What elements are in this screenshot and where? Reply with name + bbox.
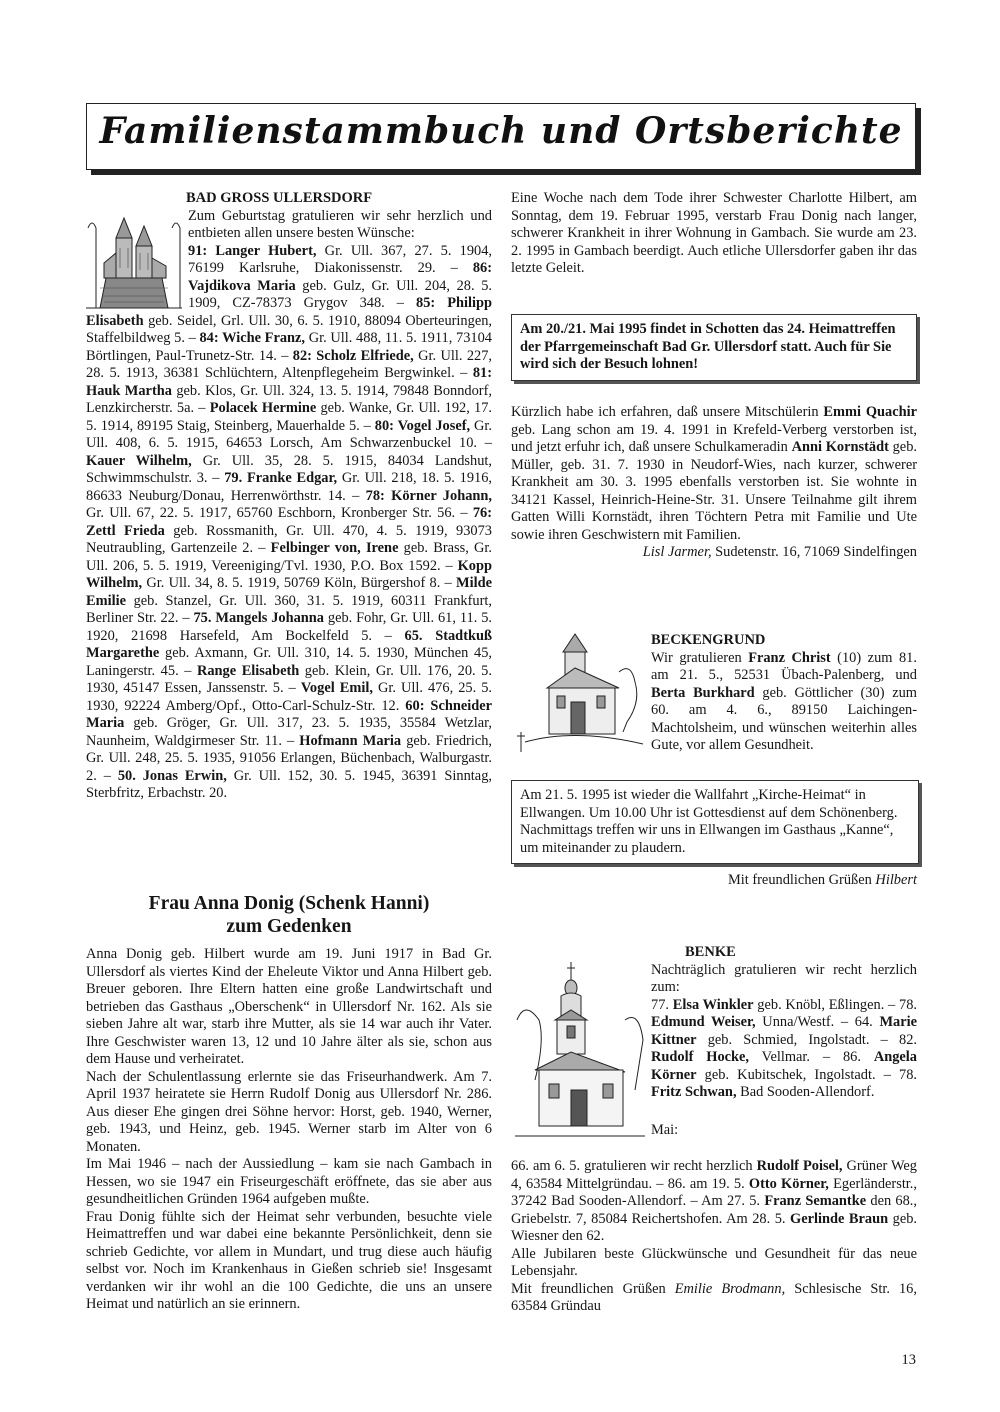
bgu-entry-details: Gr. Ull. 408, 6. 5. 1915, 64653 Lorsch, Am Schwarzenbuckel 10. –	[86, 417, 493, 451]
benke-entry-name: Angela Körner	[651, 1049, 918, 1083]
bgu-entry-name: Kopp Wilhelm,	[86, 557, 492, 591]
bgu-entry-name: 82: Scholz Elfriede,	[292, 347, 414, 364]
bgu-entry-name: 81: Hauk Martha	[86, 365, 492, 399]
bgu-entry-details: Gr. Ull. 218, 18. 5. 1916, 86633 Neuburg/Donau, Herrenwörthstr. 14. –	[86, 470, 493, 504]
right-intro	[511, 190, 917, 278]
bgu-entry-name: Range Elisabeth	[196, 662, 300, 679]
benke-mai-entry-name: Franz Semantke	[764, 1193, 867, 1209]
benke-closing: Alle Jubilaren beste Glückwünsche und Gesundheit für das neue Lebensjahr.	[511, 1245, 917, 1279]
benke-mai-section	[511, 1158, 917, 1316]
beckengrund-text: Wir gratulieren Franz Christ (10) zum 81. am 21. 5., 52531 Übach-Palenberg, und Berta Burkhard geb. Göttlicher (30) zum 60. am 4. 6., 89150 Laichingen-Machtolsheim, und wünschen weiterhin alles Gute, vor allem Gesundheit.	[651, 649, 917, 753]
benke-mai-entry-details: Egerländerstr., 37242 Bad Sooden-Allendorf. – Am 27. 5.	[511, 1175, 918, 1209]
chapel-illustration	[515, 632, 647, 760]
donig-burial-text: Eine Woche nach dem Tode ihrer Schwester Charlotte Hilbert, am Sonntag, dem 19. Februar 1995, verstarb Frau Donig nach langer, schwerer Krankheit in ihrer Wohnung in Gambach. Sie wurde am 23. 2. 1995 in Gambach beerdigt. Auch etliche Ullersdorfer gaben ihr das letzte Geleit.	[511, 190, 917, 276]
bgu-entry-details: geb. Rossmanith, Gr. Ull. 470, 4. 5. 1919, 93073 Neutraubling, Gartenzeile 2. –	[86, 522, 492, 556]
benke-entry-name: Rudolf Hocke,	[651, 1049, 750, 1065]
benke-mai-list	[511, 1158, 917, 1246]
benke-heading: BENKE	[685, 944, 736, 960]
bgu-entry-details: Gr. Ull. 488, 11. 5. 1911, 73104 Börtlingen, Paul-Trunetz-Str. 14. –	[86, 330, 492, 364]
bgu-entry-name: Vogel Emil,	[300, 680, 373, 696]
benke-entry-details: geb. Knöbl, Eßlingen. –	[753, 996, 900, 1013]
bgu-entry-details: Gr. Ull. 367, 27. 5. 1904, 76199 Karlsruhe, Diakonissenstr. 29. –	[188, 242, 493, 276]
heimattreffen-box	[511, 314, 917, 381]
benke-entry-text: 78.	[899, 996, 918, 1013]
bgu-entries	[86, 243, 492, 802]
bgu-entry-name: 75. Mangels Johanna	[193, 610, 324, 626]
bgu-entry-name: 65. Stadtkuß Margarethe	[86, 627, 492, 661]
bgu-entry-name: 80: Vogel Josef,	[374, 417, 471, 434]
donig-paragraph: Nach der Schulentlassung erlernte sie das Friseurhandwerk. Am 7. April 1937 heiratete sie Herrn Rudolf Donig aus Ullersdorf Nr. 286. Aus dieser Ehe gingen drei Söhne hervor: Horst, geb. 1940, Werner, geb. 1943, und Heinz, geb. 1945. Werner starb im Alter von 6 Monaten.	[86, 1068, 492, 1155]
benke-mai-entry-details: geb. Wiesner den 62.	[511, 1210, 918, 1244]
benke-list	[651, 997, 917, 1102]
benke-entry-text: 77.	[651, 996, 673, 1013]
bgu-entry-details: geb. Gulz, Gr. Ull. 204, 28. 5. 1909, CZ-78373 Grygov 348. –	[188, 277, 492, 311]
benke-entry-details: geb. Schmied, Ingolstadt. – 82.	[696, 1031, 917, 1048]
bgu-entry-details: Gr. Ull. 35, 28. 5. 1915, 84034 Landshut, Schwimmschulstr. 3. –	[86, 452, 492, 486]
signature-brodmann: Mit freundlichen Grüßen Emilie Brodmann, Schlesische Str. 16, 63584 Gründau	[511, 1280, 917, 1314]
benke-mai-entry-details: den 68., Griebelstr. 7, 85084 Reichertshofen. Am 28. 5.	[511, 1193, 918, 1227]
donig-paragraph: Im Mai 1946 – nach der Aussiedlung – kam sie nach Gambach in Hessen, wo sie 1947 ein Friseurgeschäft eröffnete, das sie aber aus gesundheitlichen Gründen 1964 aufgeben mußte.	[86, 1156, 492, 1207]
benke-entry-name: Elsa Winkler	[672, 996, 754, 1013]
bgu-entry-details: Gr. Ull. 476, 25. 5. 1930, 92224 Amberg/Opf., Otto-Carl-Schulz-Str. 12.	[86, 680, 493, 714]
bgu-entry-details: geb. Wanke, Gr. Ull. 192, 17. 5. 1914, 89195 Staig, Steinberg, Mauerhalde 5. –	[86, 400, 493, 434]
benke-entry-details: Bad Sooden-Allendorf.	[736, 1084, 875, 1100]
benke-section	[651, 944, 917, 1139]
bgu-entry-name: 91: Langer Hubert,	[188, 242, 317, 259]
name-anni-kornstaedt: Anni Kornstädt	[791, 439, 889, 455]
donig-heading: Frau Anna Donig (Schenk Hanni) zum Gedenken	[148, 893, 430, 937]
bgu-entry-name: 79. Franke Edgar,	[224, 470, 338, 486]
bgu-entry-details: geb. Axmann, Gr. Ull. 310, 14. 5. 1930, München 45, Laningerstr. 45. –	[86, 645, 492, 679]
bgu-entry-name: Milde Emilie	[86, 575, 492, 609]
bgu-entry-name: 60: Schneider Maria	[86, 697, 492, 731]
chapel-tower-illustration	[515, 960, 647, 1146]
bgu-entry-details: geb. Fohr, Gr. Ull. 61, 11. 5. 1920, 21698 Harsefeld, Am Bockelfeld 5. –	[86, 610, 492, 644]
bgu-entry-details: geb. Seidel, Grl. Ull. 30, 6. 5. 1910, 88094 Oberteuringen, Staffelbildweg 5. –	[86, 312, 492, 346]
bgu-entry-name: Hofmann Maria	[299, 732, 402, 749]
benke-mai-entry-text: 66. am 6. 5. gratulieren wir recht herzlich	[511, 1158, 757, 1174]
donig-paragraph: Frau Donig fühlte sich der Heimat sehr verbunden, besuchte viele Heimattreffen und war dabei eine bekannte Persönlichkeit, denn sie schrieb Gedichte, vor allem in Mundart, und trug diese auch häufig selbst vor. Noch im Krankenhaus in Gießen schrieb sie! Insgesamt verdanken wir ihr wohl an die 100 Gedichte, die uns an unsere Heimat und natürlich an sie erinnern.	[86, 1208, 492, 1312]
heimattreffen-text: Am 20./21. Mai 1995 findet in Schotten das 24. Heimattreffen der Pfarrgemeinschaft Bad Gr. Ullersdorf statt. Auch für Sie wird sich der Besuch lohnen!	[520, 321, 896, 372]
bgu-entry-details: geb. Gröger, Gr. Ull. 317, 23. 5. 1935, 35584 Wetzlar, Naunheim, Waldgirmeser Str. 11. –	[86, 715, 492, 749]
bgu-heading: BAD GROSS ULLERSDORF	[186, 190, 373, 206]
bgu-entry-name: 78: Körner Johann,	[365, 487, 492, 504]
bgu-entry-details: geb. Klos, Gr. Ull. 324, 13. 5. 1914, 79848 Bonndorf, Lenzkircherstr. 5a. –	[86, 382, 492, 416]
bgu-entry-details: Gr. Ull. 152, 30. 5. 1945, 36391 Sinntag, Sterbfritz, Erbachstr. 20.	[86, 767, 492, 801]
benke-mai-entry-name: Rudolf Poisel,	[756, 1158, 843, 1174]
bgu-intro: Zum Geburtstag gratulieren wir sehr herzlich und entbieten allen unsere besten Wünsche:	[188, 207, 492, 241]
benke-mai-entry-name: Gerlinde Braun	[790, 1210, 889, 1227]
benke-entry-details: geb. Kubitschek, Ingolstadt. – 78.	[696, 1066, 917, 1083]
bgu-entry-name: 84: Wiche Franz,	[199, 330, 306, 346]
bgu-entry-details: geb. Stanzel, Gr. Ull. 360, 31. 5. 1919, 60311 Frankfurt, Berliner Str. 22. –	[86, 592, 492, 626]
wallfahrt-text: Am 21. 5. 1995 ist wieder die Wallfahrt „Kirche-Heimat“ in Ellwangen. Um 10.00 Uhr ist Gottesdienst auf dem Schönenberg. Nachmittags treffen wir uns in Ellwangen im Gasthaus „Kanne“, um miteinander zu plaudern.	[520, 787, 898, 856]
benke-mai-entry-name: Otto Körner,	[748, 1175, 829, 1192]
page-title: Familienstammbuch und Ortsberichte	[99, 110, 903, 152]
bgu-entry-name: 76: Zettl Frieda	[86, 505, 492, 539]
benke-mai-label: Mai:	[651, 1121, 679, 1138]
bgu-entry-details: geb. Klein, Gr. Ull. 176, 20. 5. 1930, 45147 Essen, Janssenstr. 5. –	[86, 662, 492, 696]
donig-body	[86, 946, 492, 1314]
beckengrund-heading: BECKENGRUND	[651, 632, 766, 648]
benke-entry-name: Edmund Weiser,	[651, 1014, 756, 1030]
benke-entry-details: Unna/Westf. – 64.	[755, 1014, 880, 1030]
donig-paragraph: Anna Donig geb. Hilbert wurde am 19. Juni 1917 in Bad Gr. Ullersdorf als viertes Kind der Eheleute Viktor und Anna Hilbert geb. Breuer geboren. Ihre Eltern hatten eine große Landwirtschaft und betrieben das Gasthaus „Oberschenk“ in Ullersdorf Nr. 162. Als sie sieben Jahre alt war, starb ihre Mutter, als sie 14 war auch ihr Vater. Ihre Geschwister waren 13, 12 und 10 Jahre älter als sie, schon aus dem Hause und verheiratet.	[86, 946, 492, 1067]
benke-entry-name: Fritz Schwan,	[651, 1084, 737, 1100]
bgu-entry-details: Gr. Ull. 67, 22. 5. 1917, 65760 Eschborn, Kronberger Str. 56. –	[86, 505, 473, 521]
benke-intro: Nachträglich gratulieren wir recht herzlich zum:	[651, 961, 917, 995]
bgu-entry-details: Gr. Ull. 34, 8. 5. 1919, 50769 Köln, Bürgershof 8. –	[142, 575, 457, 591]
benke-mai-entry-details: Grüner Weg 4, 63584 Mittelgründau. – 86. am 19. 5.	[511, 1158, 917, 1192]
bgu-section	[86, 190, 492, 803]
signature-jarmer: Lisl Jarmer, Sudetenstr. 16, 71069 Sindelfingen	[642, 544, 917, 560]
beckengrund-section	[651, 632, 917, 755]
bgu-entry-details: geb. Brass, Gr. Ull. 206, 5. 5. 1919, Vereeniging/Tvl. 1930, P.O. Box 1592. –	[86, 540, 493, 574]
obituary-text: Kürzlich habe ich erfahren, daß unsere Mitschülerin Emmi Quachir geb. Lang schon am 19. 4. 1991 in Krefeld-Verberg verstorben ist, und jetzt erfuhr ich, daß unsere Schulkameradin Anni Kornstädt geb. Müller, geb. 31. 7. 1930 in Neudorf-Wies, nach kurzer, schwerer Krankheit am 30. 3. 1995 ebenfalls verstorben ist. Sie wohnte in 34121 Kassel, Heinrich-Heine-Str. 31. Unsere Teilnahme gilt ihrem Gatten Willi Kornstädt, ihren Töchtern Petra mit Familie und Ute sowie ihren Geschwistern mit Familien.	[511, 404, 917, 543]
bgu-entry-name: 86: Vajdikova Maria	[188, 260, 492, 294]
greeting-hilbert: Mit freundlichen Grüßen Hilbert	[727, 872, 917, 888]
benke-entry-details: Vellmar. – 86.	[749, 1049, 874, 1065]
bgu-entry-name: 85: Philipp Elisabeth	[86, 295, 493, 329]
bgu-entry-name: Polacek Hermine	[209, 400, 317, 416]
header-banner	[86, 103, 916, 170]
bgu-entry-details: geb. Friedrich, Gr. Ull. 248, 25. 5. 1935, 91056 Erlangen, Büchenbach, Walburgastr. 2. –	[86, 732, 492, 784]
bgu-entry-name: Kauer Wilhelm,	[86, 452, 192, 469]
church-illustration	[86, 208, 182, 310]
name-emmi-quachir: Emmi Quachir	[823, 404, 917, 420]
bgu-entry-name: Felbinger von, Irene	[270, 540, 399, 556]
donig-section	[86, 892, 492, 1314]
obituary-news	[511, 404, 917, 562]
page-number: 13	[901, 1352, 916, 1368]
benke-entry-name: Marie Kittner	[651, 1014, 917, 1048]
bgu-entry-details: Gr. Ull. 227, 28. 5. 1913, 36381 Schlüchtern, Altenpflegeheim Bergwinkel. –	[86, 347, 492, 381]
bgu-entry-name: 50. Jonas Erwin,	[117, 767, 227, 784]
wallfahrt-box	[511, 780, 919, 864]
